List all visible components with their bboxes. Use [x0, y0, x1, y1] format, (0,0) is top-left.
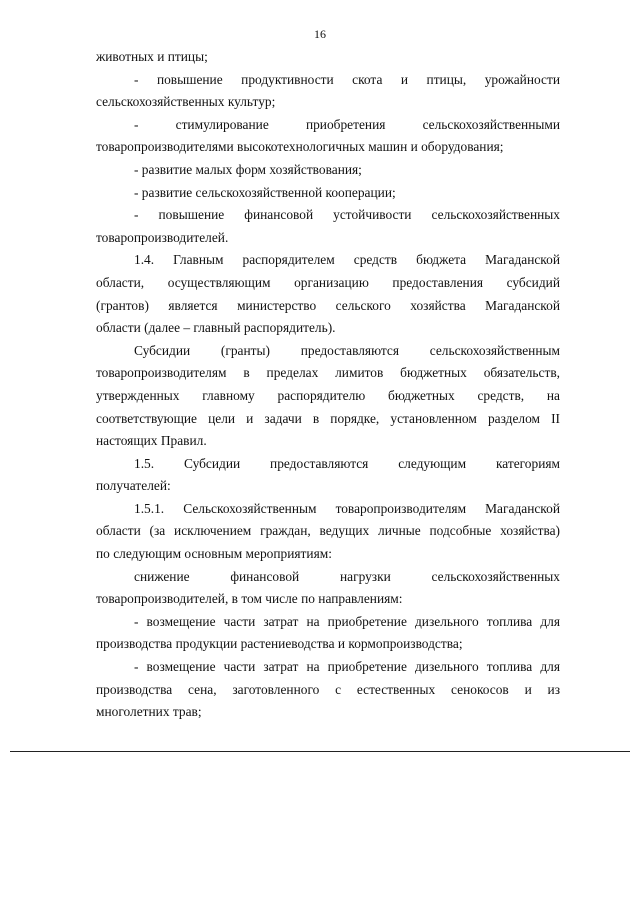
- text-line: - развитие малых форм хозяйствования;: [134, 161, 362, 177]
- text-line: (грантов) является министерство сельского хозяйства Магаданской: [96, 297, 560, 313]
- text-line: товаропроизводителей.: [96, 229, 229, 245]
- footer-rule: [10, 751, 630, 752]
- text-line: 1.5.1. Сельскохозяйственным товаропроизводителям Магаданской: [134, 500, 560, 516]
- text-line: 1.4. Главным распорядителем средств бюджета Магаданской: [134, 252, 560, 268]
- text-line: - повышение финансовой устойчивости сельскохозяйственных: [134, 207, 560, 223]
- text-line: - возмещение части затрат на приобретение дизельного топлива для: [134, 659, 560, 675]
- text-line: - повышение продуктивности скота и птицы, урожайности: [134, 71, 560, 87]
- text-line: настоящих Правил.: [96, 433, 207, 449]
- text-line: производства сена, заготовленного с естественных сенокосов и из: [96, 681, 560, 697]
- text-line: соответствующие цели и задачи в порядке, установленном разделом II: [96, 410, 560, 426]
- text-line: по следующим основным мероприятиям:: [96, 546, 332, 562]
- text-line: утвержденных главному распорядителю бюджетных средств, на: [96, 387, 560, 403]
- text-line: сельскохозяйственных культур;: [96, 94, 276, 110]
- text-line: товаропроизводителей, в том числе по направлениям:: [96, 591, 403, 607]
- text-line: области (далее – главный распорядитель).: [96, 320, 336, 336]
- text-line: - стимулирование приобретения сельскохозяйственными: [134, 116, 560, 132]
- text-line: многолетних трав;: [96, 704, 202, 720]
- text-line: области (за исключением граждан, ведущих личные подсобные хозяйства): [96, 523, 560, 539]
- text-line: получателей:: [96, 478, 171, 494]
- page-number: 16: [314, 27, 326, 41]
- text-line: товаропроизводителями высокотехнологичных машин и оборудования;: [96, 139, 504, 155]
- text-line: снижение финансовой нагрузки сельскохозяйственных: [134, 568, 560, 584]
- text-line: животных и птицы;: [96, 49, 208, 64]
- text-line: - возмещение части затрат на приобретение дизельного топлива для: [134, 613, 560, 629]
- text-line: - развитие сельскохозяйственной кооперации;: [134, 184, 396, 200]
- text-line: 1.5. Субсидии предоставляются следующим категориям: [134, 455, 560, 471]
- text-line: товаропроизводителям в пределах лимитов бюджетных обязательств,: [96, 365, 560, 381]
- text-line: области, осуществляющим организацию предоставления субсидий: [96, 274, 560, 290]
- text-line: Субсидии (гранты) предоставляются сельскохозяйственным: [134, 342, 560, 358]
- body-text: [96, 46, 560, 724]
- text-line: производства продукции растениеводства и кормопроизводства;: [96, 636, 463, 652]
